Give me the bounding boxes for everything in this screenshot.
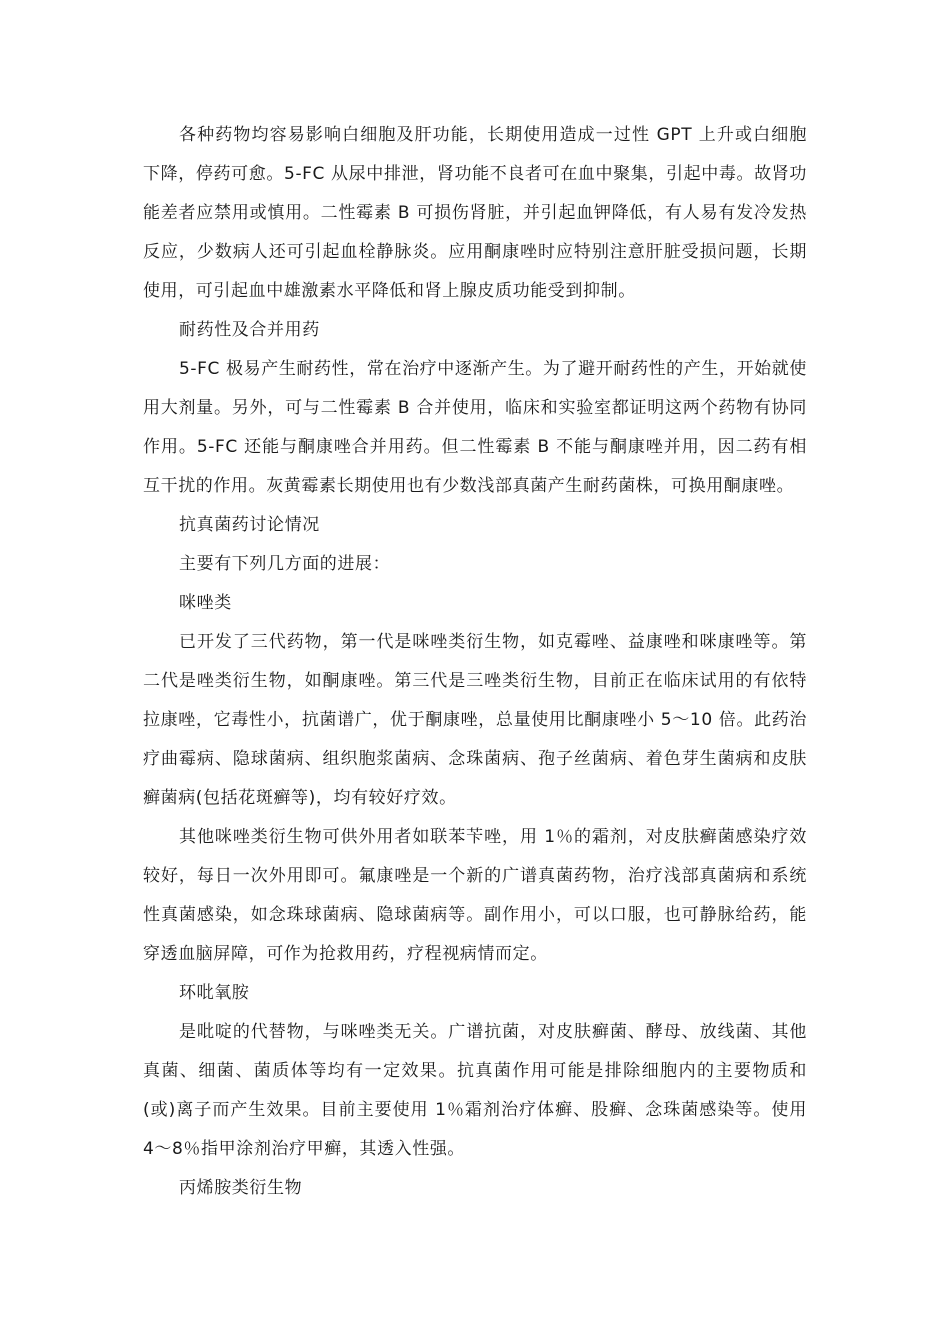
paragraph-drug-resistance: 5-FC 极易产生耐药性，常在治疗中逐渐产生。为了避开耐药性的产生，开始就使用大剂量。另外，可与二性霉素 B 合并使用，临床和实验室都证明这两个药物有协同作用。5-FC 还能与酮康唑合并用药。但二性霉素 B 不能与酮康唑并用，因二药有相互干扰的作用。灰黄霉素长期使用也有少数浅部真菌产生耐药菌株，可换用酮康唑。 — [143, 359, 807, 496]
heading-drug-resistance: 耐药性及合并用药 — [179, 320, 320, 340]
heading-allylamines: 丙烯胺类衍生物 — [179, 1178, 303, 1198]
paragraph-side-effects: 各种药物均容易影响白细胞及肝功能，长期使用造成一过性 GPT 上升或白细胞下降，停药可愈。5-FC 从尿中排泄，肾功能不良者可在血中聚集，引起中毒。故肾功能差者应禁用或慎用。二性霉素 B 可损伤肾脏，并引起血钾降低，有人易有发冷发热反应，少数病人还可引起血栓静脉炎。应用酮康唑时应特别注意肝脏受损问题，长期使用，可引起血中雄激素水平降低和肾上腺皮质功能受到抑制。 — [143, 125, 807, 301]
heading-imidazoles: 咪唑类 — [179, 593, 232, 613]
heading-antifungal-discussion: 抗真菌药讨论情况 — [179, 515, 320, 535]
paragraph-progress-intro: 主要有下列几方面的进展： — [179, 554, 391, 574]
paragraph-imidazoles: 已开发了三代药物，第一代是咪唑类衍生物，如克霉唑、益康唑和咪康唑等。第二代是唑类衍生物，如酮康唑。第三代是三唑类衍生物，目前正在临床试用的有依特拉康唑，它毒性小，抗菌谱广，优于酮康唑，总量使用比酮康唑小 5～10 倍。此药治疗曲霉病、隐球菌病、组织胞浆菌病、念珠菌病、孢子丝菌病、着色芽生菌病和皮肤癣菌病(包括花斑癣等)，均有较好疗效。 — [143, 632, 807, 808]
heading-ciclopirox: 环吡氧胺 — [179, 983, 250, 1003]
document-body — [143, 116, 807, 1208]
paragraph-other-imidazoles: 其他咪唑类衍生物可供外用者如联苯苄唑，用 1％的霜剂，对皮肤癣菌感染疗效较好，每日一次外用即可。氟康唑是一个新的广谱真菌药物，治疗浅部真菌病和系统性真菌感染，如念珠球菌病、隐球菌病等。副作用小，可以口服，也可静脉给药，能穿透血脑屏障，可作为抢救用药，疗程视病情而定。 — [143, 827, 807, 964]
paragraph-ciclopirox: 是吡啶的代替物，与咪唑类无关。广谱抗菌，对皮肤癣菌、酵母、放线菌、其他真菌、细菌、菌质体等均有一定效果。抗真菌作用可能是排除细胞内的主要物质和(或)离子而产生效果。目前主要使用 1％霜剂治疗体癣、股癣、念珠菌感染等。使用 4～8％指甲涂剂治疗甲癣，其透入性强。 — [143, 1022, 807, 1159]
